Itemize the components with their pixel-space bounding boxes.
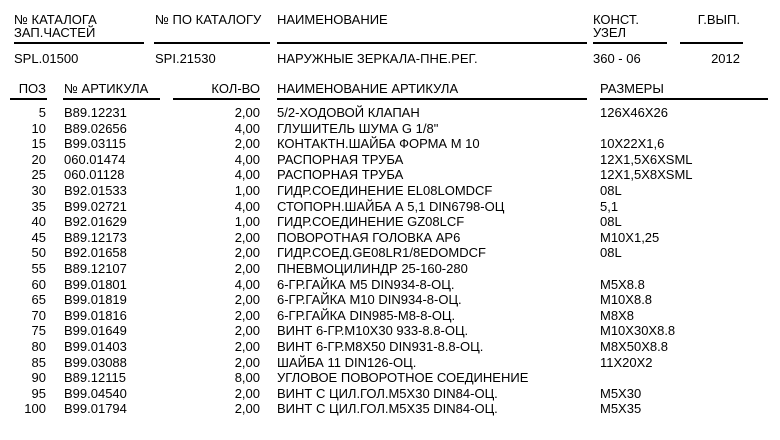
row-article: 060.01474 — [64, 151, 126, 167]
row-size: 12X1,5X6XSML — [600, 151, 693, 167]
row-qty: 1,00 — [234, 182, 260, 198]
table-row — [0, 167, 780, 183]
row-pos: 50 — [31, 245, 46, 261]
row-pos: 30 — [31, 182, 46, 198]
row-pos: 35 — [31, 198, 46, 214]
row-name: ПОВОРОТНАЯ ГОЛОВКА AP6 — [277, 229, 461, 245]
by-catalog-number-value: SPI.21530 — [155, 51, 216, 66]
row-qty: 2,00 — [234, 136, 260, 152]
row-article: B99.01403 — [64, 338, 127, 354]
design-unit-value: 360 - 06 — [593, 51, 641, 66]
row-name: УГЛОВОЕ ПОВОРОТНОЕ СОЕДИНЕНИЕ — [277, 370, 529, 386]
parts-rows — [0, 105, 780, 417]
col-header-article: № АРТИКУЛА — [64, 81, 149, 96]
table-rule-qty — [173, 98, 260, 100]
row-pos: 65 — [31, 292, 46, 308]
by-catalog-number-label: № ПО КАТАЛОГУ — [155, 12, 262, 27]
row-size: 12X1,5X8XSML — [600, 167, 693, 183]
row-article: B99.01819 — [64, 292, 127, 308]
row-qty: 2,00 — [234, 245, 260, 261]
row-size: 08L — [600, 245, 622, 261]
row-size: M10X1,25 — [600, 229, 660, 245]
table-rule-pos — [10, 98, 47, 100]
name-value: НАРУЖНЫЕ ЗЕРКАЛА-ПНЕ.РЕГ. — [277, 51, 478, 66]
row-article: B89.12231 — [64, 105, 127, 120]
row-pos: 45 — [31, 229, 46, 245]
table-row — [0, 214, 780, 230]
row-name: ВИНТ С ЦИЛ.ГОЛ.М5Х30 DIN84-ОЦ. — [277, 385, 498, 401]
row-pos: 85 — [31, 354, 46, 370]
row-article: B92.01533 — [64, 182, 127, 198]
row-qty: 8,00 — [234, 370, 260, 386]
row-pos: 55 — [31, 260, 46, 276]
design-unit-label — [593, 13, 639, 39]
row-pos: 10 — [31, 120, 46, 136]
row-qty: 4,00 — [234, 151, 260, 167]
catalog-number-value: SPL.01500 — [14, 51, 79, 66]
row-article: B89.12173 — [64, 229, 127, 245]
table-row — [0, 339, 780, 355]
year-value: 2012 — [711, 51, 740, 66]
row-size: M5X35 — [600, 401, 642, 417]
row-size: M10X8.8 — [600, 292, 653, 308]
table-row — [0, 261, 780, 277]
row-pos: 95 — [31, 385, 46, 401]
row-size — [600, 261, 768, 277]
row-name: ВИНТ С ЦИЛ.ГОЛ.М5Х35 DIN84-ОЦ. — [277, 401, 498, 417]
col-header-name: НАИМЕНОВАНИЕ АРТИКУЛА — [277, 81, 459, 96]
row-name: ПНЕВМОЦИЛИНДР 25-160-280 — [277, 260, 468, 276]
col-header-size: РАЗМЕРЫ — [600, 81, 664, 96]
row-size: 126X46X26 — [600, 105, 668, 120]
design-unit-label-line1: КОНСТ. — [593, 12, 639, 27]
table-row — [0, 105, 780, 121]
info-rule-unit — [593, 42, 667, 44]
table-row — [0, 401, 780, 417]
row-name: РАСПОРНАЯ ТРУБА — [277, 151, 404, 167]
table-row — [0, 245, 780, 261]
row-size: M10X30X8.8 — [600, 323, 676, 339]
row-name: 6-ГР.ГАЙКА М10 DIN934-8-ОЦ. — [277, 292, 462, 308]
info-rule-year — [680, 42, 743, 44]
row-name: ГИДР.СОЕД.GE08LR1/8EDOMDCF — [277, 245, 486, 261]
row-size: 10X22X1,6 — [600, 136, 665, 152]
catalog-number-label-line2: ЗАП.ЧАСТЕЙ — [14, 25, 96, 40]
table-row — [0, 230, 780, 246]
year-label: Г.ВЫП. — [697, 12, 740, 27]
row-qty: 2,00 — [234, 292, 260, 308]
table-row — [0, 308, 780, 324]
table-rule-name — [277, 98, 587, 100]
table-rule-article — [63, 98, 160, 100]
row-pos: 90 — [31, 370, 46, 386]
table-row — [0, 152, 780, 168]
row-pos: 15 — [31, 136, 46, 152]
row-size: M5X30 — [600, 385, 642, 401]
info-rule-by-catalog — [154, 42, 270, 44]
row-article: B99.04540 — [64, 385, 127, 401]
table-row — [0, 199, 780, 215]
row-pos: 70 — [31, 307, 46, 323]
row-qty: 2,00 — [234, 307, 260, 323]
row-pos: 60 — [31, 276, 46, 292]
row-pos: 75 — [31, 323, 46, 339]
name-label: НАИМЕНОВАНИЕ — [277, 12, 388, 27]
row-article: B99.01794 — [64, 401, 127, 417]
row-pos: 5 — [38, 105, 46, 120]
row-article: B99.01816 — [64, 307, 127, 323]
row-article: B99.02721 — [64, 198, 127, 214]
table-row — [0, 386, 780, 402]
row-article: B99.03115 — [64, 136, 126, 152]
row-name: 5/2-ХОДОВОЙ КЛАПАН — [277, 105, 420, 120]
row-qty: 2,00 — [234, 260, 260, 276]
row-pos: 80 — [31, 338, 46, 354]
row-article: B89.12107 — [64, 260, 127, 276]
row-name: ГЛУШИТЕЛЬ ШУМА G 1/8" — [277, 120, 439, 136]
row-size: 5,1 — [600, 198, 619, 214]
row-article: B92.01629 — [64, 214, 127, 230]
row-size: 08L — [600, 182, 622, 198]
row-size: M5X8.8 — [600, 276, 645, 292]
row-size: M8X50X8.8 — [600, 338, 668, 354]
row-size: 11X20X2 — [600, 354, 653, 370]
row-article: B99.01649 — [64, 323, 127, 339]
row-name: КОНТАКТН.ШАЙБА ФОРМА М 10 — [277, 136, 480, 152]
row-article: 060.01128 — [64, 167, 125, 183]
row-size — [600, 121, 768, 137]
row-size — [600, 370, 768, 386]
col-header-qty: КОЛ-ВО — [211, 81, 260, 96]
row-qty: 2,00 — [234, 385, 260, 401]
row-pos: 100 — [24, 401, 46, 417]
row-name: ГИДР.СОЕДИНЕНИЕ EL08LOMDCF — [277, 182, 493, 198]
row-qty: 2,00 — [234, 105, 260, 120]
row-article: B92.01658 — [64, 245, 127, 261]
row-qty: 1,00 — [234, 214, 260, 230]
catalog-number-label — [14, 13, 97, 39]
col-header-pos: ПОЗ — [18, 81, 46, 96]
table-row — [0, 277, 780, 293]
row-size: 08L — [600, 214, 622, 230]
row-pos: 40 — [31, 214, 46, 230]
table-row — [0, 370, 780, 386]
row-name: ШАЙБА 11 DIN126-ОЦ. — [277, 354, 417, 370]
row-name: 6-ГР.ГАЙКА М5 DIN934-8-ОЦ. — [277, 276, 455, 292]
table-row — [0, 136, 780, 152]
row-qty: 2,00 — [234, 338, 260, 354]
row-qty: 2,00 — [234, 354, 260, 370]
row-name: 6-ГР.ГАЙКА DIN985-М8-8-ОЦ. — [277, 307, 456, 323]
row-qty: 4,00 — [234, 167, 260, 183]
row-qty: 4,00 — [234, 120, 260, 136]
row-article: B89.02656 — [64, 120, 127, 136]
table-row — [0, 121, 780, 137]
row-article: B99.01801 — [64, 276, 127, 292]
table-row — [0, 355, 780, 371]
table-rule-size — [600, 98, 768, 100]
table-row — [0, 183, 780, 199]
row-qty: 2,00 — [234, 229, 260, 245]
row-name: ВИНТ 6-ГР.М8Х50 DIN931-8.8-ОЦ. — [277, 338, 484, 354]
catalog-number-label-line1: № КАТАЛОГА — [14, 12, 97, 27]
row-name: ГИДР.СОЕДИНЕНИЕ GZ08LCF — [277, 214, 465, 230]
info-rule-name — [277, 42, 587, 44]
table-row — [0, 292, 780, 308]
row-article: B99.03088 — [64, 354, 127, 370]
row-name: ВИНТ 6-ГР.М10Х30 933-8.8-ОЦ. — [277, 323, 469, 339]
row-qty: 2,00 — [234, 323, 260, 339]
info-rule-catalog — [14, 42, 144, 44]
table-row — [0, 323, 780, 339]
row-size: M8X8 — [600, 307, 634, 323]
row-name: РАСПОРНАЯ ТРУБА — [277, 167, 404, 183]
row-qty: 4,00 — [234, 198, 260, 214]
design-unit-label-line2: УЗЕЛ — [593, 25, 627, 40]
row-qty: 2,00 — [234, 401, 260, 417]
row-pos: 25 — [31, 167, 46, 183]
row-article: B89.12115 — [64, 370, 126, 386]
row-qty: 4,00 — [234, 276, 260, 292]
row-pos: 20 — [31, 151, 46, 167]
row-name: СТОПОРН.ШАЙБА А 5,1 DIN6798-ОЦ — [277, 198, 505, 214]
